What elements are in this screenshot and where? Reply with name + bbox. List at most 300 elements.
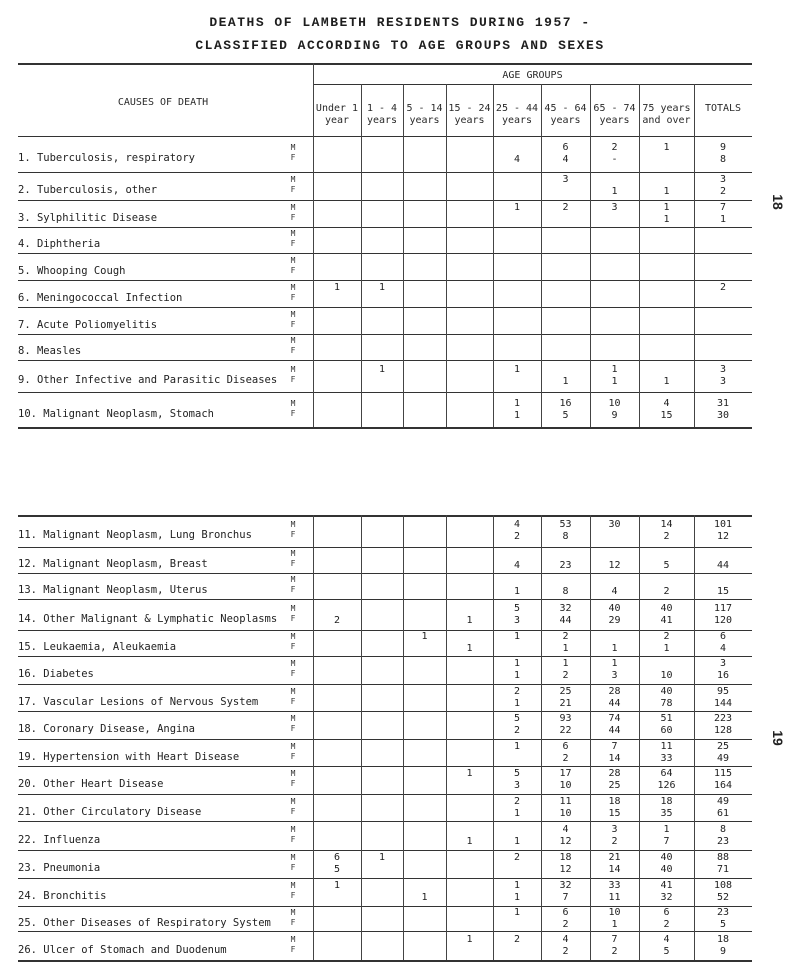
cell-female: 2 (663, 586, 670, 597)
cell-male: 40 (608, 602, 621, 614)
row-rule (18, 878, 752, 879)
cell-female: 3 (513, 780, 521, 791)
cell-male: 108 (713, 880, 733, 891)
cell-female: - (611, 154, 618, 165)
cause-label: 16. Diabetes (18, 668, 94, 680)
cell-male: 10 (608, 397, 621, 409)
column-header: 5 - 14 years (406, 103, 443, 126)
cell-female: 1 (611, 376, 618, 387)
cell-male: 74 (608, 713, 621, 724)
page-number-lower: 19 (770, 730, 787, 746)
column-header: 25 - 44 years (495, 103, 539, 126)
sex-label-m: M (290, 741, 296, 751)
cell-female: 2 (611, 835, 618, 847)
cell-female: 12 (559, 835, 572, 847)
sex-label-m: M (290, 255, 296, 265)
cell-male: 51 (660, 713, 673, 724)
cell-female: 1 (663, 376, 670, 387)
causes-header: CAUSES OF DEATH (117, 97, 209, 108)
cell-female: 44 (559, 614, 572, 626)
cell-male: 2 (513, 933, 521, 945)
cell-male: 25 (716, 740, 730, 752)
column-header: TOTALS (704, 103, 742, 114)
sex-label-f: F (290, 696, 296, 706)
cell-female: 3 (513, 614, 521, 626)
cause-label: 7. Acute Poliomyelitis (18, 318, 158, 331)
row-rule (18, 821, 752, 822)
cell-female: 2 (562, 670, 569, 681)
cell-female: 1 (562, 643, 569, 654)
cause-label: 6. Meningococcal Infection (18, 291, 183, 304)
cell-female: 15 (716, 586, 730, 597)
cell-male: 1 (611, 364, 618, 375)
cell-female: 2 (663, 918, 670, 930)
sex-label-m: M (290, 686, 296, 696)
cell-female: 4 (562, 154, 569, 165)
row-rule (18, 360, 752, 361)
cell-male: 4 (663, 933, 670, 945)
column-header: 75 years and over (642, 103, 691, 126)
sex-label-f: F (290, 724, 296, 733)
cause-label: 20. Other Heart Disease (18, 778, 164, 790)
sex-label-f: F (290, 212, 296, 222)
cell-male: 32 (559, 602, 572, 614)
cell-male: 4 (513, 519, 521, 530)
cell-female: 2 (333, 614, 341, 626)
cell-male: 1 (562, 658, 569, 669)
cell-male: 4 (663, 397, 670, 409)
cell-female: 78 (660, 697, 673, 709)
cell-male: 28 (608, 685, 621, 697)
column-divider (446, 515, 447, 960)
cell-male: 10 (608, 906, 621, 918)
cell-male: 41 (660, 880, 673, 891)
cell-female: 1 (611, 186, 618, 197)
cell-male: 4 (562, 933, 569, 945)
column-divider (313, 515, 314, 960)
cell-female: 29 (608, 614, 621, 626)
cell-female: 2 (513, 531, 521, 542)
cell-male: 5 (513, 602, 521, 614)
cell-male: 6 (333, 852, 341, 863)
row-rule (18, 931, 752, 932)
sex-label-f: F (290, 585, 296, 594)
cell-female: 4 (719, 643, 727, 654)
cell-male: 1 (513, 880, 521, 891)
row-rule (18, 307, 752, 308)
cell-female: 3 (611, 670, 618, 681)
column-divider (361, 515, 362, 960)
cell-male: 93 (559, 713, 572, 724)
sex-label-f: F (290, 559, 296, 568)
cell-female: 1 (611, 918, 618, 930)
row-rule (18, 172, 752, 173)
sex-label-f: F (290, 375, 296, 384)
row-rule (18, 573, 752, 574)
sex-label-m: M (290, 907, 296, 917)
cell-female: 44 (608, 697, 621, 709)
sex-label-m: M (290, 202, 296, 212)
cell-male: 1 (378, 364, 386, 375)
cell-female: 10 (660, 670, 673, 681)
cell-female: 2 (562, 945, 569, 957)
sex-label-f: F (290, 642, 296, 651)
cell-female: 4 (513, 154, 521, 165)
cell-male: 3 (611, 823, 618, 835)
cell-male: 1 (421, 631, 428, 642)
cell-female: 52 (716, 892, 730, 903)
cell-male: 1 (611, 658, 618, 669)
cell-female: 5 (663, 945, 670, 957)
cell-female: 60 (660, 725, 673, 736)
cell-female: 2 (513, 725, 521, 736)
cause-label: 10. Malignant Neoplasm, Stomach (18, 407, 214, 420)
cell-male: 1 (513, 906, 521, 918)
cause-label: 8. Measles (18, 345, 82, 357)
column-divider (361, 84, 362, 427)
cell-female: 23 (716, 835, 730, 847)
age-groups-header: AGE GROUPS (502, 70, 563, 81)
sex-label-m: M (290, 603, 296, 613)
cell-male: 2 (663, 631, 670, 642)
cell-male: 1 (378, 281, 386, 293)
cell-male: 4 (562, 823, 569, 835)
cell-male: 2 (719, 281, 727, 293)
cell-female: 15 (608, 807, 621, 819)
cell-female: 9 (719, 945, 727, 957)
cell-female: 9 (611, 409, 618, 421)
sex-label-m: M (290, 143, 296, 152)
cell-male: 1 (333, 281, 341, 293)
cell-female: 8 (562, 531, 569, 542)
cell-male: 18 (716, 933, 730, 945)
cell-male: 2 (611, 142, 618, 153)
cell-male: 3 (562, 174, 569, 185)
cell-female: 1 (611, 643, 618, 654)
cell-female: 1 (513, 586, 521, 597)
cause-label: 14. Other Malignant & Lymphatic Neoplasms (18, 612, 278, 625)
sex-label-f: F (290, 751, 296, 761)
cause-label: 25. Other Diseases of Respiratory System (18, 916, 271, 929)
cell-male: 3 (719, 658, 727, 669)
sex-label-m: M (290, 714, 296, 723)
table-top-rule (18, 63, 752, 65)
cell-male: 5 (513, 768, 521, 779)
cell-male: 33 (608, 880, 621, 891)
sex-label-f: F (290, 319, 296, 329)
cell-male: 18 (660, 795, 673, 807)
cell-female: 1 (513, 892, 521, 903)
row-rule (18, 253, 752, 254)
cause-label: 3. Sylphilitic Disease (18, 211, 158, 224)
sex-label-m: M (290, 175, 296, 184)
cell-female: 44 (608, 725, 621, 736)
cell-male: 23 (716, 906, 730, 918)
cell-female: 5 (663, 560, 670, 571)
sex-label-m: M (290, 659, 296, 668)
column-header: 45 - 64 years (544, 103, 587, 126)
cell-female: 126 (657, 780, 676, 791)
cell-male: 40 (660, 852, 673, 863)
cell-female: 1 (466, 643, 473, 654)
cell-male: 18 (559, 852, 572, 863)
cell-male: 88 (716, 852, 730, 863)
cell-male: 1 (378, 852, 386, 863)
table-bottom-rule (18, 427, 752, 429)
cell-female: 12 (608, 560, 621, 571)
cell-female: 61 (716, 807, 730, 819)
cell-male: 6 (719, 631, 727, 642)
sex-label-m: M (290, 769, 296, 778)
cell-male: 9 (719, 142, 727, 153)
cell-female: 11 (608, 892, 621, 903)
cell-male: 5 (513, 713, 521, 724)
sex-label-f: F (290, 806, 296, 816)
cell-male: 1 (333, 880, 341, 891)
sex-label-m: M (290, 365, 296, 374)
cause-label: 21. Other Circulatory Disease (18, 805, 202, 818)
sex-label-f: F (290, 530, 296, 539)
cell-female: 1 (513, 807, 521, 819)
cause-label: 5. Whooping Cough (18, 264, 126, 277)
sex-label-f: F (290, 891, 296, 900)
row-rule (18, 766, 752, 767)
cause-label: 2. Tuberculosis, other (18, 184, 158, 196)
cell-male: 6 (562, 142, 569, 153)
column-header: 65 - 74 years (593, 103, 636, 126)
sex-label-m: M (290, 309, 296, 319)
cell-male: 28 (608, 768, 621, 779)
cell-male: 1 (513, 397, 521, 409)
cell-male: 6 (663, 906, 670, 918)
cell-female: 2 (562, 918, 569, 930)
cell-male: 21 (608, 852, 621, 863)
sex-label-f: F (290, 408, 296, 418)
cell-male: 2 (513, 685, 521, 697)
cause-label: 24. Bronchitis (18, 890, 107, 902)
cell-female: 128 (713, 725, 733, 736)
cell-male: 17 (559, 768, 572, 779)
cell-female: 7 (663, 835, 670, 847)
cell-female: 4 (513, 560, 521, 571)
page-number-upper: 18 (770, 194, 787, 210)
column-header: Under 1 year (315, 103, 359, 126)
cell-male: 7 (611, 740, 618, 752)
cell-female: 41 (660, 614, 673, 626)
cell-female: 2 (562, 752, 569, 764)
cell-female: 1 (663, 213, 670, 225)
row-rule (18, 227, 752, 228)
cell-female: 40 (660, 864, 673, 875)
cell-male: 32 (559, 880, 572, 891)
cell-male: 49 (716, 795, 730, 807)
cell-male: 1 (663, 142, 670, 153)
cell-female: 120 (713, 614, 733, 626)
sex-label-m: M (290, 549, 296, 558)
cell-female: 7 (562, 892, 569, 903)
cell-female: 1 (421, 892, 428, 903)
row-rule (18, 850, 752, 851)
sex-label-m: M (290, 229, 296, 238)
sex-label-f: F (290, 153, 296, 162)
cell-female: 2 (611, 945, 618, 957)
cell-female: 2 (719, 186, 727, 197)
cell-male: 1 (513, 658, 521, 669)
cell-female: 2 (663, 531, 670, 542)
cell-female: 1 (513, 670, 521, 681)
cell-female: 1 (466, 835, 473, 847)
row-rule (18, 711, 752, 712)
sex-label-f: F (290, 613, 296, 623)
cell-female: 1 (562, 376, 569, 387)
sex-label-m: M (290, 824, 296, 834)
cause-label: 26. Ulcer of Stomach and Duodenum (18, 943, 227, 956)
title-line-1: DEATHS OF LAMBETH RESIDENTS DURING 1957 - (209, 15, 591, 30)
cell-female: 33 (660, 752, 673, 764)
cell-male: 11 (559, 795, 572, 807)
cause-label: 17. Vascular Lesions of Nervous System (18, 695, 259, 708)
cell-male: 64 (660, 768, 673, 779)
cause-label: 15. Leukaemia, Aleukaemia (18, 641, 177, 653)
cell-male: 8 (719, 823, 727, 835)
cell-female: 14 (608, 752, 621, 764)
sex-label-f: F (290, 292, 296, 302)
cell-male: 101 (713, 519, 733, 530)
sex-label-m: M (290, 575, 296, 584)
cell-male: 6 (562, 906, 569, 918)
table-top-rule (18, 515, 752, 517)
cell-female: 14 (608, 864, 621, 875)
cell-male: 2 (513, 852, 521, 863)
row-rule (18, 334, 752, 335)
cell-male: 1 (466, 933, 473, 945)
sex-label-f: F (290, 779, 296, 788)
cause-label: 11. Malignant Neoplasm, Lung Bronchus (18, 529, 252, 541)
cause-label: 18. Coronary Disease, Angina (18, 723, 196, 735)
row-rule (18, 599, 752, 600)
cell-male: 1 (663, 823, 670, 835)
cell-female: 5 (333, 864, 341, 875)
sex-label-f: F (290, 917, 296, 927)
cell-female: 12 (716, 531, 730, 542)
cell-male: 31 (716, 397, 730, 409)
cell-female: 1 (513, 409, 521, 421)
cell-male: 223 (713, 713, 733, 724)
cell-female: 144 (713, 697, 733, 709)
sex-label-f: F (290, 834, 296, 844)
sex-label-m: M (290, 398, 296, 408)
cell-male: 3 (611, 201, 618, 213)
column-divider (446, 84, 447, 427)
cause-label: 4. Diphtheria (18, 238, 101, 250)
cell-female: 21 (559, 697, 572, 709)
cell-female: 164 (713, 780, 733, 791)
cell-female: 1 (663, 643, 670, 654)
row-rule (18, 656, 752, 657)
sex-label-f: F (290, 863, 296, 872)
cell-female: 8 (719, 154, 727, 165)
cell-female: 1 (513, 835, 521, 847)
sex-label-f: F (290, 669, 296, 678)
cell-male: 18 (608, 795, 621, 807)
cell-male: 25 (559, 685, 572, 697)
row-rule (18, 547, 752, 548)
cause-label: 22. Influenza (18, 833, 101, 846)
cause-label: 23. Pneumonia (18, 862, 101, 874)
sex-label-f: F (290, 185, 296, 194)
cell-male: 11 (660, 740, 673, 752)
cause-label: 9. Other Infective and Parasitic Diseases (18, 374, 278, 386)
sex-label-m: M (290, 853, 296, 862)
cell-male: 2 (562, 631, 569, 642)
cell-male: 117 (713, 602, 733, 614)
cell-female: 15 (660, 409, 673, 421)
column-header: 15 - 24 years (448, 103, 491, 126)
cell-male: 95 (716, 685, 730, 697)
cell-male: 3 (719, 174, 727, 185)
cell-male: 3 (719, 364, 727, 375)
table-bottom-rule (18, 960, 752, 962)
cell-male: 1 (513, 364, 521, 375)
cell-female: 1 (663, 186, 670, 197)
cause-label: 13. Malignant Neoplasm, Uterus (18, 584, 208, 596)
sex-label-m: M (290, 632, 296, 641)
column-divider (403, 84, 404, 427)
cell-male: 40 (660, 602, 673, 614)
cell-female: 16 (716, 670, 730, 681)
cause-label: 19. Hypertension with Heart Disease (18, 750, 240, 763)
title-line-2: CLASSIFIED ACCORDING TO AGE GROUPS AND SEXES (195, 38, 605, 53)
sex-label-m: M (290, 796, 296, 806)
cell-male: 14 (660, 519, 673, 530)
cell-male: 1 (663, 201, 670, 213)
cell-female: 5 (562, 409, 569, 421)
cell-male: 40 (660, 685, 673, 697)
sex-label-m: M (290, 881, 296, 890)
cell-male: 2 (562, 201, 569, 213)
cell-male: 16 (559, 397, 572, 409)
age-groups-rule (313, 84, 752, 85)
cell-female: 4 (611, 586, 618, 597)
cell-male: 115 (713, 768, 733, 779)
column-header: 1 - 4 years (366, 103, 398, 126)
cell-female: 22 (559, 725, 572, 736)
row-rule (18, 392, 752, 393)
cell-female: 10 (559, 780, 572, 791)
cause-label: 12. Malignant Neoplasm, Breast (18, 558, 208, 570)
sex-label-m: M (290, 282, 296, 292)
header-bottom-rule (18, 136, 752, 137)
column-divider (493, 84, 494, 427)
sex-label-f: F (290, 346, 296, 355)
cell-female: 1 (466, 614, 473, 626)
cell-female: 32 (660, 892, 673, 903)
cell-female: 5 (719, 918, 727, 930)
cell-male: 7 (611, 933, 618, 945)
cause-label: 1. Tuberculosis, respiratory (18, 152, 196, 164)
cell-female: 71 (716, 864, 730, 875)
cell-female: 12 (559, 864, 572, 875)
sex-label-m: M (290, 520, 296, 529)
cell-female: 10 (559, 807, 572, 819)
cell-male: 1 (466, 768, 473, 779)
cell-female: 23 (559, 560, 572, 571)
cell-male: 1 (513, 740, 521, 752)
cell-female: 25 (608, 780, 621, 791)
cell-female: 35 (660, 807, 673, 819)
cell-male: 30 (608, 519, 621, 530)
cell-male: 2 (513, 795, 521, 807)
